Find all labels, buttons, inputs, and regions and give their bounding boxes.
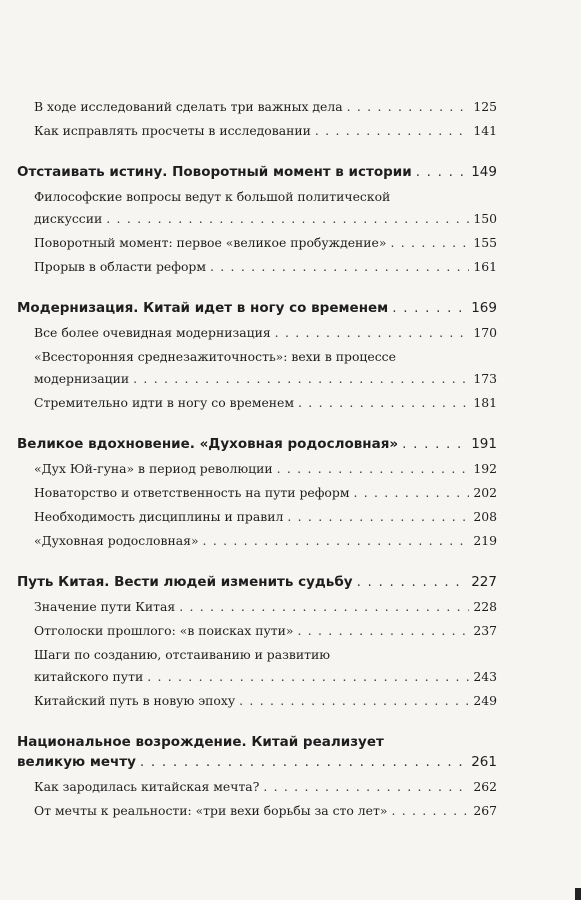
- toc-entry: [34, 256, 497, 278]
- dot-leader: [133, 368, 469, 390]
- toc-entry-title-line1: «Всесторонняя среднезажиточность»: вехи в процессе: [34, 349, 396, 364]
- toc-entry-title: Значение пути Китая: [34, 599, 176, 614]
- toc-entry: [34, 690, 497, 712]
- toc-section-title-line2: великую мечту: [17, 754, 136, 770]
- toc-section: [17, 732, 497, 772]
- toc-section-title: Великое вдохновение. «Духовная родословная»: [17, 436, 399, 452]
- toc-entry-title: Как исправлять просчеты в исследовании: [34, 123, 311, 138]
- dot-leader: [239, 690, 469, 712]
- dot-leader: [298, 392, 469, 414]
- toc-entry-title: Поворотный момент: первое «великое пробуждение»: [34, 235, 387, 250]
- dot-leader: [357, 572, 468, 592]
- toc-entry-title: Прорыв в области реформ: [34, 259, 206, 274]
- dot-leader: [297, 620, 469, 642]
- toc-entry: [34, 506, 497, 528]
- toc-entry-page: 170: [473, 325, 497, 340]
- toc-entry-title-line2: дискуссии: [34, 211, 103, 226]
- toc-entry-page: 219: [473, 533, 497, 548]
- toc-entry: [34, 776, 497, 798]
- toc-section-page: 169: [471, 300, 497, 316]
- dot-leader: [179, 596, 469, 618]
- page-edge-mark: [575, 888, 581, 900]
- toc-entry-title: Необходимость дисциплины и правил: [34, 509, 284, 524]
- toc-entry: [34, 392, 497, 414]
- toc-entry: [34, 530, 497, 552]
- toc-entry-page: 161: [473, 259, 497, 274]
- dot-leader: [402, 434, 467, 454]
- toc-section: [17, 298, 497, 318]
- toc-entry-page: 243: [473, 669, 497, 684]
- toc-entry-title: Как зародилась китайская мечта?: [34, 779, 260, 794]
- toc-entry: [34, 96, 497, 118]
- toc-entry-title: Стремительно идти в ногу со временем: [34, 395, 295, 410]
- toc-entry-page: 150: [473, 211, 497, 226]
- toc-entry-page: 262: [473, 779, 497, 794]
- toc-entry: [34, 800, 497, 822]
- toc-entry-page: 181: [473, 395, 497, 410]
- dot-leader: [353, 482, 469, 504]
- dot-leader: [287, 506, 469, 528]
- toc-section: [17, 434, 497, 454]
- dot-leader: [391, 800, 469, 822]
- toc-entry-page: 125: [473, 99, 497, 114]
- toc-entry-page: 202: [473, 485, 497, 500]
- toc-entry: [34, 322, 497, 344]
- toc-entry: [34, 596, 497, 618]
- toc-entry-page: 141: [473, 123, 497, 138]
- toc-entry-page: 267: [473, 803, 497, 818]
- toc-entry-page: 192: [473, 461, 497, 476]
- toc-entry: [34, 232, 497, 254]
- toc-entry-page: 228: [473, 599, 497, 614]
- dot-leader: [210, 256, 469, 278]
- dot-leader: [392, 298, 467, 318]
- toc-entry-title: «Духовная родословная»: [34, 533, 199, 548]
- dot-leader: [203, 530, 470, 552]
- dot-leader: [275, 322, 470, 344]
- toc-entry-title: «Дух Юй-гуна» в период революции: [34, 461, 273, 476]
- toc-entry: [34, 644, 497, 688]
- toc-section: [17, 572, 497, 592]
- toc-entry-page: 173: [473, 371, 497, 386]
- toc-section-title: Отстаивать истину. Поворотный момент в истории: [17, 164, 412, 180]
- toc-entry: [34, 458, 497, 480]
- toc-entry-page: 208: [473, 509, 497, 524]
- toc-entry-title: Новаторство и ответственность на пути реформ: [34, 485, 350, 500]
- table-of-contents: [0, 96, 581, 822]
- dot-leader: [390, 232, 469, 254]
- toc-entry-page: 249: [473, 693, 497, 708]
- dot-leader: [140, 752, 467, 772]
- toc-entry-title: В ходе исследований сделать три важных дела: [34, 99, 343, 114]
- toc-entry: [34, 482, 497, 504]
- toc-entry-title: Все более очевидная модернизация: [34, 325, 271, 340]
- toc-entry: [34, 120, 497, 142]
- toc-section: [17, 162, 497, 182]
- toc-section-title: Путь Китая. Вести людей изменить судьбу: [17, 574, 353, 590]
- toc-section-title: Модернизация. Китай идет в ногу со временем: [17, 300, 389, 316]
- toc-entry-title: Китайский путь в новую эпоху: [34, 693, 236, 708]
- dot-leader: [263, 776, 469, 798]
- toc-entry-title-line2: китайского пути: [34, 669, 144, 684]
- dot-leader: [147, 666, 469, 688]
- dot-leader: [347, 96, 470, 118]
- toc-entry-title-line2: модернизации: [34, 371, 130, 386]
- toc-section-page: 261: [471, 754, 497, 770]
- toc-entry: [34, 346, 497, 390]
- dot-leader: [277, 458, 470, 480]
- dot-leader: [106, 208, 469, 230]
- toc-section-page: 149: [471, 164, 497, 180]
- toc-entry-title-line1: Шаги по созданию, отстаиванию и развитию: [34, 647, 330, 662]
- toc-entry-page: 155: [473, 235, 497, 250]
- toc-entry-title-line1: Философские вопросы ведут к большой политической: [34, 189, 391, 204]
- dot-leader: [315, 120, 469, 142]
- dot-leader: [416, 162, 468, 182]
- toc-entry: [34, 620, 497, 642]
- toc-section-page: 191: [471, 436, 497, 452]
- toc-section-page: 227: [471, 574, 497, 590]
- toc-entry-title: Отголоски прошлого: «в поисках пути»: [34, 623, 294, 638]
- toc-section-title-line1: Национальное возрождение. Китай реализует: [17, 734, 384, 750]
- toc-entry: [34, 186, 497, 230]
- toc-entry-title: От мечты к реальности: «три вехи борьбы за сто лет»: [34, 803, 388, 818]
- toc-entry-page: 237: [473, 623, 497, 638]
